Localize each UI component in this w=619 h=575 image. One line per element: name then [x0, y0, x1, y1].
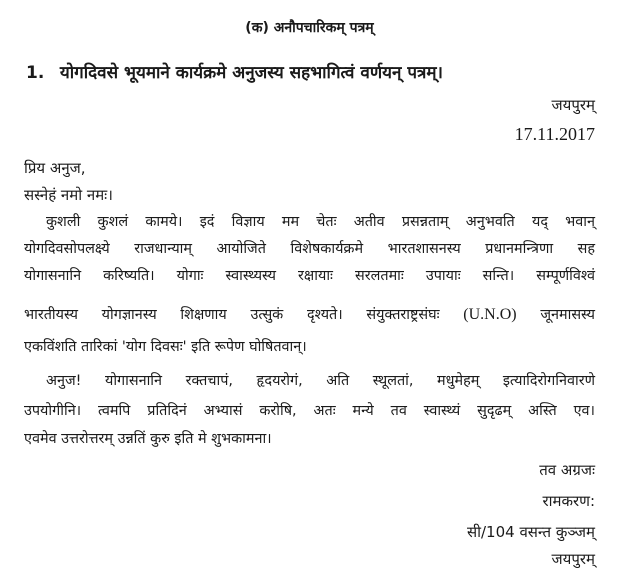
paragraph-1-line: एकविंशति तारिकां 'योग दिवसः' इति रूपेण घोषितवान्। [24, 339, 307, 355]
question-heading [26, 60, 443, 86]
sender-address: सी/104 वसन्त कुञ्जम् [466, 523, 595, 541]
paragraph-1-text: भारतीयस्य योगज्ञानस्य शिक्षणाय उत्सुकं दृश्यते। संयुक्तराष्ट्रसंघः [24, 307, 440, 323]
sender-place: जयपुरम् [551, 96, 595, 114]
paragraph-1-line: योगासनानि करिष्यति। योगाः स्वास्थ्यस्य रक्षायाः सरलतमाः उपायाः सन्ति। सम्पूर्णविश्वं [24, 268, 595, 284]
question-number: 1. [26, 63, 45, 83]
salutation: प्रिय अनुज, [24, 159, 86, 177]
paragraph-1-line: कुशली कुशलं कामये। इदं विज्ञाय मम चेतः अतीव प्रसन्नताम् अनुभवति यद् भवान् [46, 214, 595, 230]
closing-line: तव अग्रजः [539, 461, 595, 479]
sender-name: रामकरण: [542, 492, 595, 510]
letter-date: 17.11.2017 [514, 124, 595, 144]
question-text: योगदिवसे भूयमाने कार्यक्रमे अनुजस्य सहभागित्वं वर्णयन् पत्रम्। [59, 63, 443, 83]
greeting: सस्नेहं नमो नमः। [24, 186, 113, 204]
paragraph-1-line: योगदिवसोपलक्ष्ये राजधान्याम् आयोजिते विशेषकार्यक्रमे भारतशासनस्य प्रधानमन्त्रिणा सह [24, 241, 595, 257]
paragraph-2-line: उपयोगीनि। त्वमपि प्रतिदिनं अभ्यासं करोषि, अतः मन्ये तव स्वास्थ्यं सुदृढम् अस्ति एव। [24, 403, 595, 419]
sender-city: जयपुरम् [551, 550, 595, 568]
uno-abbreviation: (U.N.O) [463, 306, 517, 323]
paragraph-2-line: एवमेव उत्तरोत्तरम् उन्नतिं कुरु इति मे शुभकामना। [24, 431, 272, 447]
paragraph-1-text: जूनमासस्य [540, 307, 595, 323]
paragraph-1-line [24, 302, 595, 328]
page-title: (क) अनौपचारिकम् पत्रम् [245, 20, 374, 36]
paragraph-2-line: अनुज! योगासनानि रक्तचापं, हृदयरोगं, अति स्थूलतां, मधुमेहम् इत्यादिरोगनिवारणे [46, 373, 595, 389]
